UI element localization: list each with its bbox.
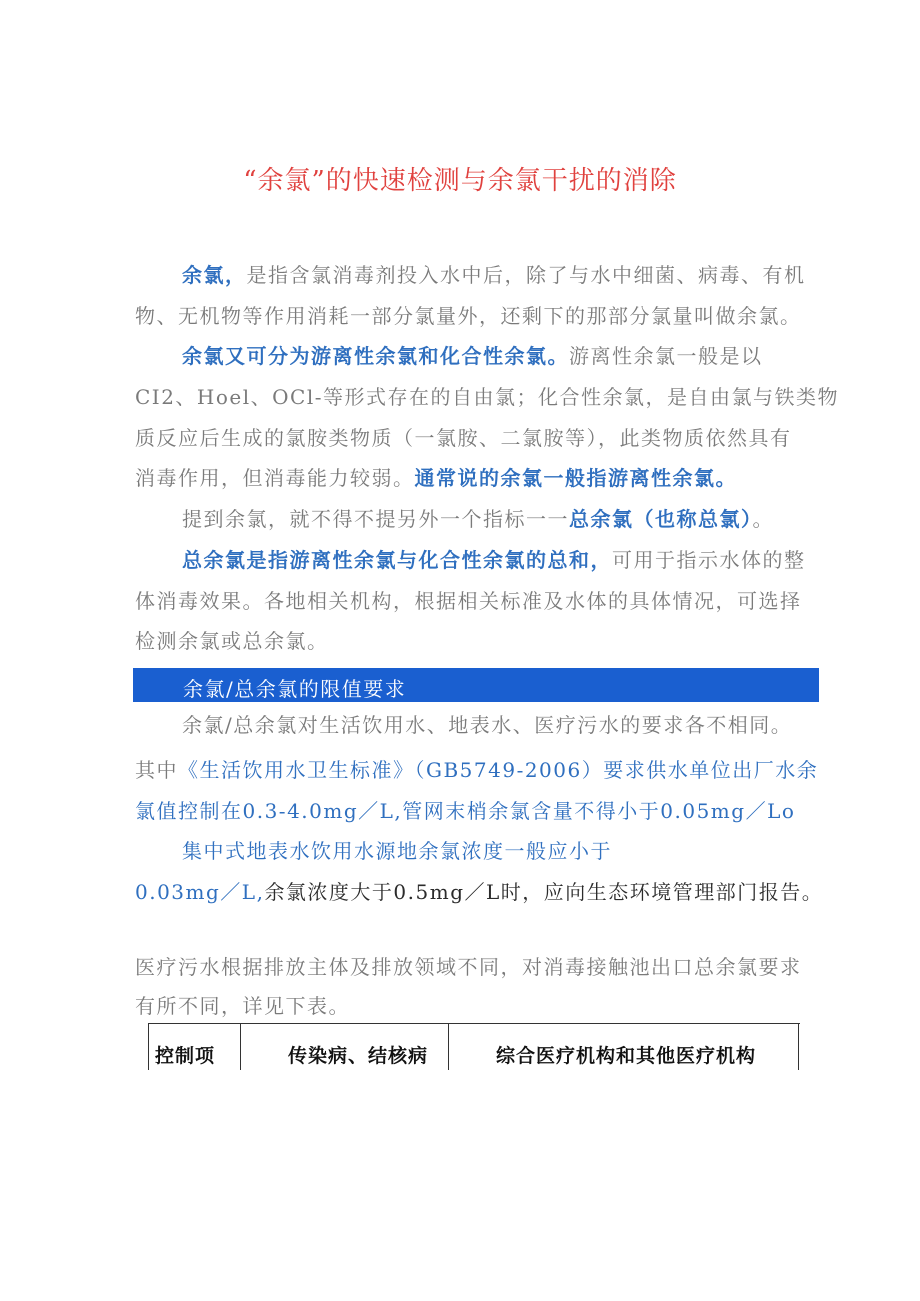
table-header-control-item: 控制项 — [155, 1045, 216, 1067]
p1-line-1 — [182, 263, 806, 287]
term-residual-chlorine: 余氯， — [182, 263, 247, 287]
term-total-chlorine: 总余氯（也称总氯） — [569, 507, 753, 531]
p2-line-1 — [182, 344, 763, 368]
p1-line-2: 物、无机物等作用消耗一部分氯量外，还剩下的那部分氯量叫做余氯。 — [135, 304, 802, 328]
p2-text-1: 游离性余氯一般是以 — [569, 344, 763, 368]
p4-line-1 — [182, 548, 806, 572]
p2-text-4: 消毒作用，但消毒能力较弱。 — [135, 466, 415, 490]
p3-line-1 — [182, 507, 774, 531]
p2-bold: 余氯又可分为游离性余氯和化合性余氯。 — [182, 344, 569, 368]
p4-line-2: 体消毒效果。各地相关机构，根据相关标准及水体的具体情况，可选择 — [135, 589, 802, 613]
table-border-left — [148, 1024, 149, 1070]
table-divider-2 — [448, 1024, 449, 1070]
p7-line-2: 有所不同，详见下表。 — [135, 994, 350, 1018]
p4-text-1: 可用于指示水体的整 — [612, 548, 806, 572]
page-title: “余氯”的快速检测与余氯干扰的消除 — [243, 166, 677, 196]
p6-text: 余氯浓度大于0.5mg／L时，应向生态环境管理部门报告。 — [264, 880, 824, 904]
p7-line-1: 医疗污水根据排放主体及排放领域不同，对消毒接触池出口总余氯要求 — [135, 955, 802, 979]
section-header-bar — [133, 668, 819, 702]
p5-standard: 《生活饮用水卫生标准》（GB5749-2006）要求供水单位出厂水余 — [178, 758, 819, 782]
p6-line-2 — [135, 880, 823, 904]
p5-line-3: 氯值控制在0.3-4.0mg／L,管网末梢余氯含量不得小于0.05mg／Lo — [135, 799, 796, 823]
p2-line-4 — [135, 466, 737, 490]
p1-text-1: 是指含氯消毒剂投入水中后，除了与水中细菌、病毒、有机 — [246, 263, 806, 287]
p4-bold: 总余氯是指游离性余氯与化合性余氯的总和， — [182, 548, 612, 572]
p3-end: 。 — [752, 507, 774, 531]
p2-line-2: CI2、Hoel、OCl-等形式存在的自由氯；化合性余氯，是自由氯与铁类物 — [135, 385, 839, 409]
table-header-general: 综合医疗机构和其他医疗机构 — [496, 1045, 757, 1067]
table-divider-1 — [240, 1024, 241, 1070]
p6-line-1: 集中式地表水饮用水源地余氯浓度一般应小于 — [182, 839, 612, 863]
p5-line-2 — [135, 758, 818, 782]
section-header-text: 余氯/总余氯的限值要求 — [183, 677, 407, 701]
p5-line-1: 余氯/总余氯对生活饮用水、地表水、医疗污水的要求各不相同。 — [182, 713, 793, 737]
p2-bold-4: 通常说的余氯一般指游离性余氯。 — [414, 466, 737, 490]
p6-value: 0.03mg／L, — [135, 880, 265, 904]
p4-line-3: 检测余氯或总余氯。 — [135, 629, 329, 653]
p2-line-3: 质反应后生成的氯胺类物质（一氯胺、二氯胺等），此类物质依然具有 — [135, 426, 792, 450]
table-header-infectious: 传染病、结核病 — [288, 1045, 429, 1067]
limit-table — [148, 1023, 800, 1070]
table-border-right — [798, 1024, 799, 1070]
p5-pre: 其中 — [135, 758, 178, 782]
p3-text: 提到余氯，就不得不提另外一个指标一一 — [182, 507, 569, 531]
